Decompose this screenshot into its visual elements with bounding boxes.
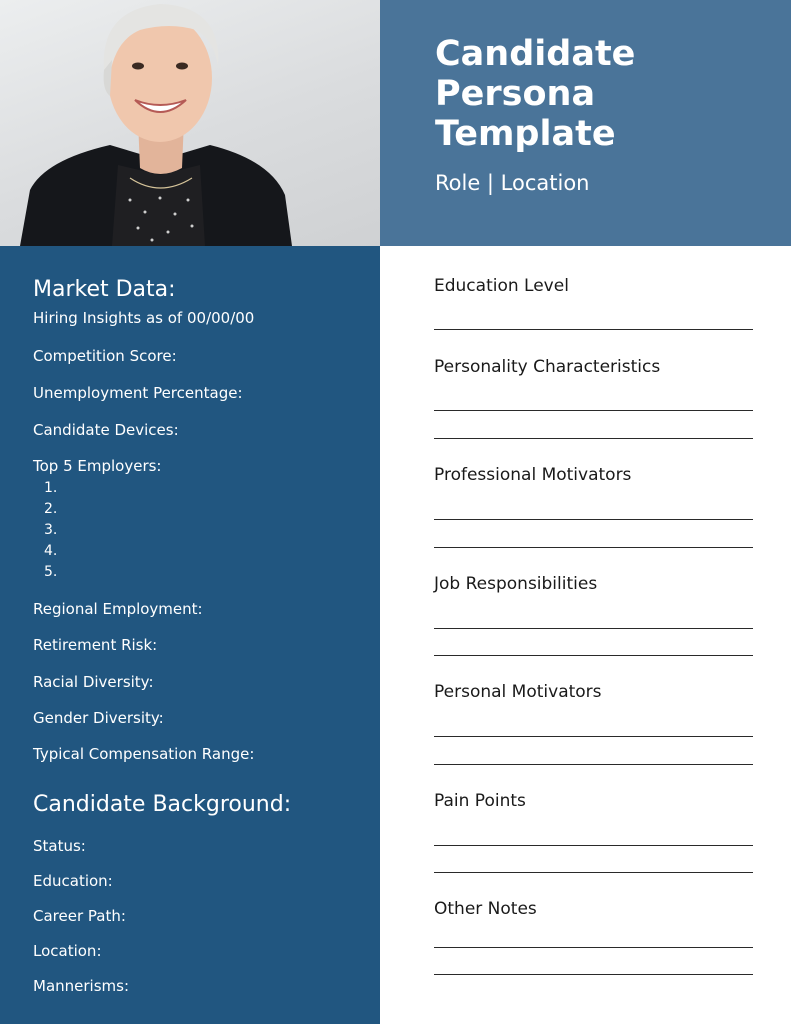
racial-diversity-label: Racial Diversity:: [33, 673, 154, 691]
personal-motivators-line-1[interactable]: [434, 736, 753, 737]
job-responsibilities-line-1[interactable]: [434, 628, 753, 629]
regional-employment-label: Regional Employment:: [33, 600, 203, 618]
other-notes-line-2[interactable]: [434, 974, 753, 975]
title-panel: [380, 0, 791, 246]
other-notes-line-1[interactable]: [434, 947, 753, 948]
personal-motivators-line-2[interactable]: [434, 764, 753, 765]
professional-motivators-line-2[interactable]: [434, 547, 753, 548]
personality-characteristics-heading: Personality Characteristics: [434, 357, 661, 377]
location-label: Location:: [33, 942, 102, 960]
professional-motivators-heading: Professional Motivators: [434, 465, 632, 485]
title-line-2: Persona: [435, 74, 596, 114]
gender-diversity-label: Gender Diversity:: [33, 709, 164, 727]
market-data-panel: [0, 246, 380, 1024]
market-data-heading: Market Data:: [33, 277, 176, 302]
hiring-insights-date: Hiring Insights as of 00/00/00: [33, 309, 255, 327]
employer-number-2: 2.: [44, 501, 58, 517]
page-title: [435, 34, 635, 154]
employer-number-1: 1.: [44, 480, 58, 496]
pain-points-heading: Pain Points: [434, 791, 526, 811]
candidate-background-heading: Candidate Background:: [33, 792, 292, 817]
mannerisms-label: Mannerisms:: [33, 977, 130, 995]
title-line-3: Template: [435, 114, 616, 154]
status-label: Status:: [33, 837, 86, 855]
pain-points-line-1[interactable]: [434, 845, 753, 846]
competition-score-label: Competition Score:: [33, 347, 177, 365]
candidate-portrait-illustration: [0, 0, 380, 246]
top-employers-label: Top 5 Employers:: [33, 457, 162, 475]
education-level-heading: Education Level: [434, 276, 569, 296]
job-responsibilities-line-2[interactable]: [434, 655, 753, 656]
candidate-photo: [0, 0, 380, 246]
candidate-devices-label: Candidate Devices:: [33, 421, 179, 439]
professional-motivators-line-1[interactable]: [434, 519, 753, 520]
education-level-line[interactable]: [434, 329, 753, 330]
title-line-1: Candidate: [435, 34, 636, 74]
job-responsibilities-heading: Job Responsibilities: [434, 574, 598, 594]
employer-number-5: 5.: [44, 564, 58, 580]
retirement-risk-label: Retirement Risk:: [33, 636, 158, 654]
role-location-subtitle: Role | Location: [435, 171, 590, 195]
unemployment-percentage-label: Unemployment Percentage:: [33, 384, 243, 402]
personality-line-1[interactable]: [434, 410, 753, 411]
career-path-label: Career Path:: [33, 907, 126, 925]
personality-line-2[interactable]: [434, 438, 753, 439]
pain-points-line-2[interactable]: [434, 872, 753, 873]
employer-number-3: 3.: [44, 522, 58, 538]
employer-number-4: 4.: [44, 543, 58, 559]
personal-motivators-heading: Personal Motivators: [434, 682, 602, 702]
compensation-range-label: Typical Compensation Range:: [33, 745, 255, 763]
other-notes-heading: Other Notes: [434, 899, 537, 919]
education-label: Education:: [33, 872, 113, 890]
